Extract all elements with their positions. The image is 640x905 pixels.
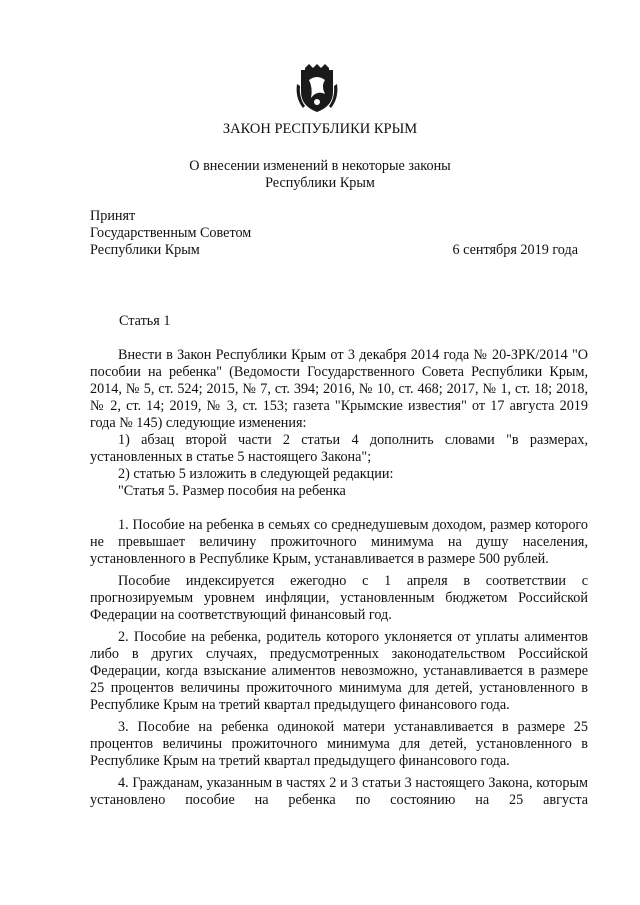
paragraph: 2) статью 5 изложить в следующей редакции: [118,466,394,482]
adoption-date: 6 сентября 2019 года [452,242,578,258]
article-heading: Статья 1 [119,313,171,329]
paragraph: 1) абзац второй части 2 статьи 4 дополнить словами "в размерах, установленных в статье 5 настоящего Закона"; [90,432,588,465]
paragraph: Внести в Закон Республики Крым от 3 декабря 2014 года № 20-ЗРК/2014 "О пособии на ребенка" (Ведомости Государственного Совета Республики Крым, 2014, № 5, ст. 524; 2015, № 7, ст. 394; 2016, № 10, ст. 468; 2017, № 1, ст. 18; 2018, № 2, ст. 14; 2019, № 3, ст. 153; газета "Крымские известия" от 17 августа 2019 года № 145) следующие изменения: [90,347,588,431]
coat-of-arms-icon [295,64,339,114]
subtitle-line: Республики Крым [265,175,375,191]
law-title: ЗАКОН РЕСПУБЛИКИ КРЫМ [222,121,418,137]
paragraph: "Статья 5. Размер пособия на ребенка [118,483,346,499]
law-subtitle [0,158,640,192]
article-body [90,347,588,809]
adoption-line: Принят [90,208,136,224]
paragraph: Пособие индексируется ежегодно с 1 апреля в соответствии с прогнозируемым уровнем инфляции, установленным бюджетом Российской Федерации на соответствующий финансовый год. [90,573,588,623]
paragraph: 3. Пособие на ребенка одинокой матери устанавливается в размере 25 процентов величины прожиточного минимума для детей, установленного в Республике Крым на третий квартал предыдущего финансового года. [90,719,588,769]
paragraph: 4. Гражданам, указанным в частях 2 и 3 статьи 3 настоящего Закона, которым установлено пособие на ребенка по состоянию на 25 августа [90,775,588,808]
paragraph: 1. Пособие на ребенка в семьях со среднедушевым доходом, размер которого не превышает величину прожиточного минимума на душу населения, установленного в Республике Крым, устанавливается в размере 500 рублей. [90,517,588,567]
paragraph: 2. Пособие на ребенка, родитель которого уклоняется от уплаты алиментов либо в других случаях, предусмотренных законодательством Российской Федерации, когда взыскание алиментов невозможно, устанавливается в размере 25 процентов величины прожиточного минимума для детей, установленного в Республике Крым на третий квартал предыдущего финансового года. [90,629,588,713]
adoption-block [90,208,251,259]
subtitle-line: О внесении изменений в некоторые законы [189,158,451,174]
adoption-line: Республики Крым [90,242,200,258]
adoption-line: Государственным Советом [90,225,252,241]
